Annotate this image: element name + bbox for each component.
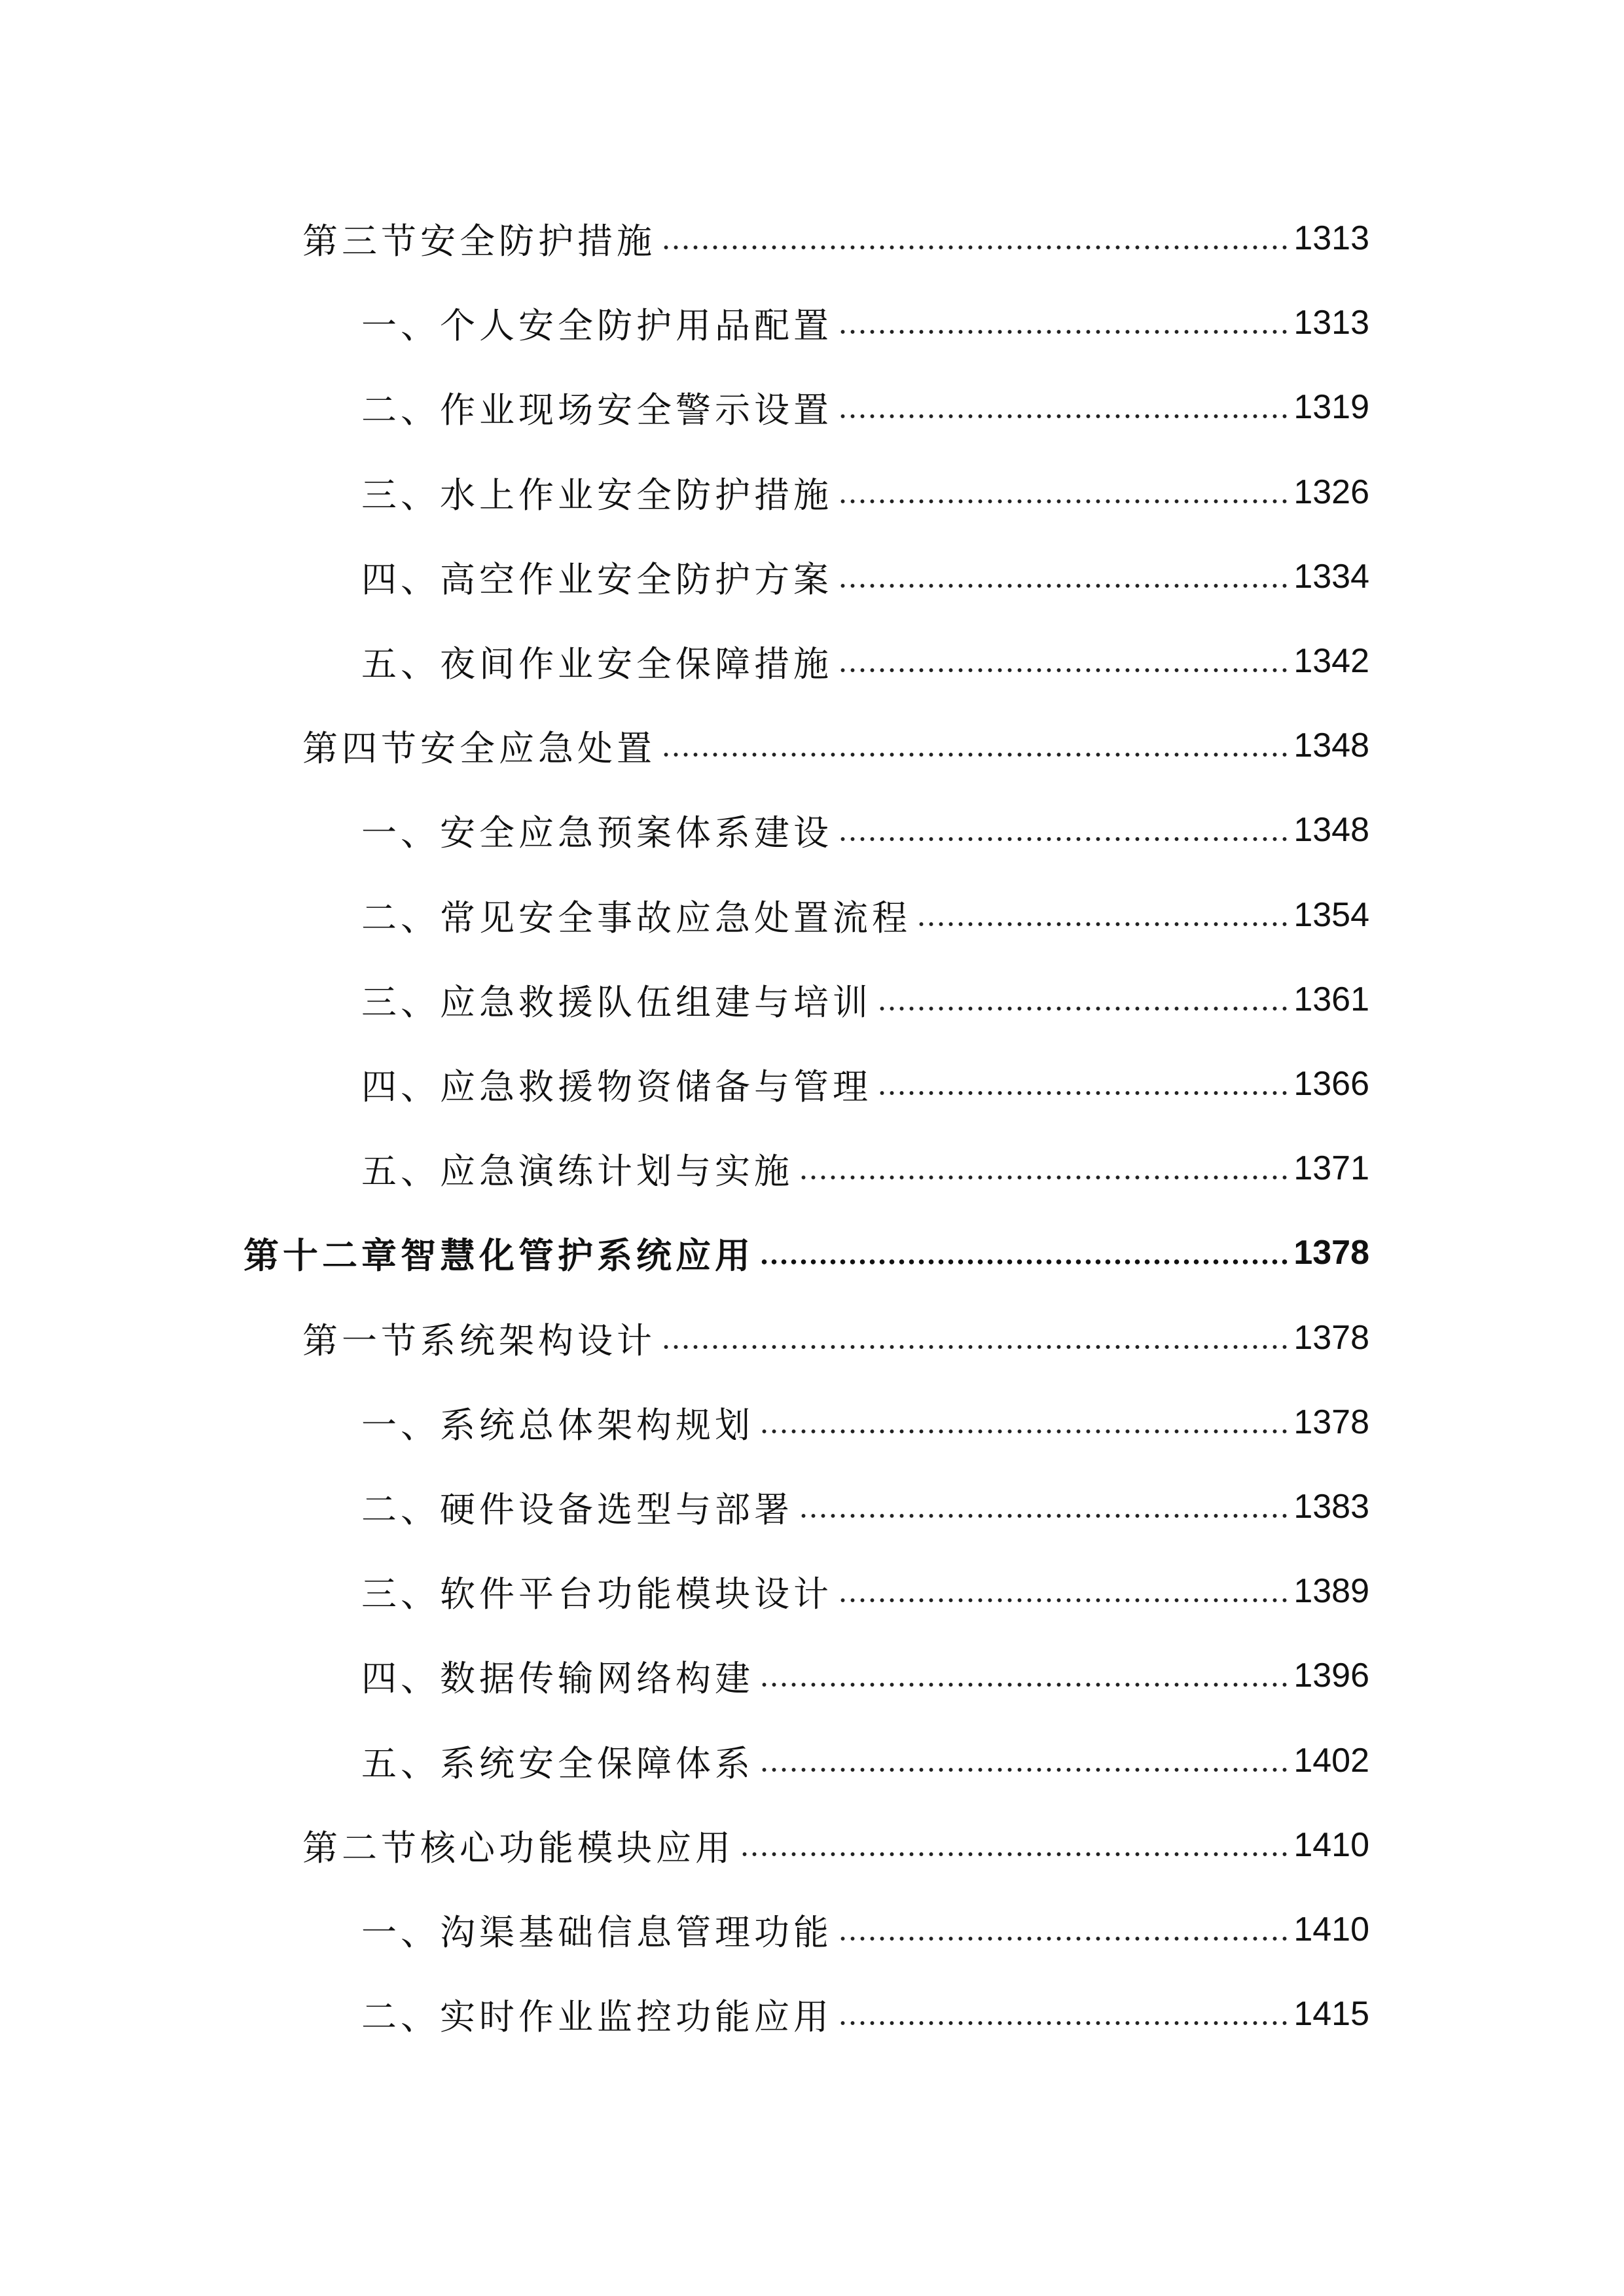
- toc-entry-title: 三、应急救援队伍组建与培训: [361, 981, 872, 1023]
- toc-entry-title: 二、实时作业监控功能应用: [361, 1996, 833, 2037]
- toc-subsection-entry[interactable]: [361, 1139, 1369, 1198]
- toc-subsection-entry[interactable]: [361, 463, 1369, 522]
- toc-page-number: 1389: [1293, 1572, 1369, 1610]
- toc-subsection-entry[interactable]: [361, 547, 1369, 606]
- toc-entry-title: 五、应急演练计划与实施: [361, 1150, 793, 1192]
- toc-entry-title: 二、常见安全事故应急处置流程: [361, 897, 911, 939]
- toc-entry-title: 五、系统安全保障体系: [361, 1742, 754, 1784]
- toc-entry-title: 三、软件平台功能模块设计: [361, 1573, 833, 1615]
- dot-leader: [759, 1765, 1288, 1774]
- toc-page-number: 1366: [1293, 1065, 1369, 1103]
- toc-subsection-entry[interactable]: [361, 1646, 1369, 1705]
- dot-leader: [799, 1511, 1288, 1520]
- dot-leader: [838, 834, 1288, 844]
- toc-entry-title: 三、水上作业安全防护措施: [361, 474, 833, 516]
- toc-subsection-entry[interactable]: [361, 1477, 1369, 1536]
- toc-subsection-entry[interactable]: [361, 1393, 1369, 1452]
- toc-page-number: 1313: [1293, 219, 1369, 257]
- toc-entry-title: 二、硬件设备选型与部署: [361, 1488, 793, 1530]
- toc-page-number: 1378: [1293, 1403, 1369, 1441]
- toc-entry-title: 第一节系统架构设计: [302, 1319, 656, 1361]
- toc-subsection-entry[interactable]: [361, 293, 1369, 352]
- toc-page-number: 1378: [1293, 1319, 1369, 1357]
- toc-page-number: 1342: [1293, 642, 1369, 680]
- toc-subsection-entry[interactable]: [361, 800, 1369, 859]
- toc-subsection-entry[interactable]: [361, 886, 1369, 944]
- toc-entry-title: 一、沟渠基础信息管理功能: [361, 1911, 833, 1953]
- toc-entry-title: 一、安全应急预案体系建设: [361, 812, 833, 853]
- toc-page-number: 1313: [1293, 304, 1369, 342]
- toc-chapter-entry[interactable]: [244, 1223, 1369, 1282]
- toc-page-number: 1326: [1293, 473, 1369, 511]
- dot-leader: [838, 327, 1288, 336]
- dot-leader: [759, 1427, 1288, 1436]
- toc-page-number: 1348: [1293, 726, 1369, 764]
- toc-section-entry[interactable]: [302, 1308, 1369, 1367]
- dot-leader: [661, 1342, 1288, 1352]
- toc-subsection-entry[interactable]: [361, 1562, 1369, 1621]
- toc-page-number: 1361: [1293, 980, 1369, 1018]
- toc-page-number: 1396: [1293, 1657, 1369, 1695]
- toc-section-entry[interactable]: [302, 209, 1369, 268]
- toc-entry-title: 四、高空作业安全防护方案: [361, 558, 833, 600]
- toc-subsection-entry[interactable]: [361, 1731, 1369, 1790]
- dot-leader: [838, 497, 1288, 506]
- toc-page-number: 1415: [1293, 1995, 1369, 2033]
- toc-page-number: 1402: [1293, 1742, 1369, 1780]
- dot-leader: [661, 243, 1288, 252]
- toc-entry-title: 五、夜间作业安全保障措施: [361, 643, 833, 685]
- toc-page-number: 1348: [1293, 811, 1369, 849]
- toc-page-number: 1383: [1293, 1488, 1369, 1526]
- toc-page-number: 1371: [1293, 1149, 1369, 1187]
- dot-leader: [838, 1934, 1288, 1943]
- toc-subsection-entry[interactable]: [361, 632, 1369, 691]
- dot-leader: [740, 1850, 1288, 1859]
- toc-entry-title: 一、系统总体架构规划: [361, 1404, 754, 1446]
- toc-page-number: 1354: [1293, 896, 1369, 934]
- dot-leader: [838, 666, 1288, 675]
- dot-leader: [759, 1257, 1288, 1266]
- dot-leader: [838, 1596, 1288, 1605]
- dot-leader: [877, 1004, 1288, 1013]
- toc-subsection-entry[interactable]: [361, 1900, 1369, 1959]
- toc-subsection-entry[interactable]: [361, 1984, 1369, 2043]
- toc-page-number: 1378: [1293, 1234, 1369, 1272]
- toc-entry-title: 二、作业现场安全警示设置: [361, 389, 833, 431]
- dot-leader: [838, 2018, 1288, 2028]
- dot-leader: [916, 920, 1288, 929]
- toc-entry-title: 四、数据传输网络构建: [361, 1657, 754, 1699]
- toc-subsection-entry[interactable]: [361, 378, 1369, 437]
- dot-leader: [838, 581, 1288, 590]
- toc-entry-title: 第二节核心功能模块应用: [302, 1827, 734, 1869]
- toc-entry-title: 四、应急救援物资储备与管理: [361, 1066, 872, 1107]
- toc-entry-title: 第十二章智慧化管护系统应用: [244, 1234, 754, 1276]
- toc-page-number: 1410: [1293, 1826, 1369, 1864]
- dot-leader: [799, 1173, 1288, 1182]
- toc-subsection-entry[interactable]: [361, 970, 1369, 1029]
- toc-section-entry[interactable]: [302, 1816, 1369, 1874]
- toc-page-number: 1410: [1293, 1910, 1369, 1948]
- toc-entry-title: 一、个人安全防护用品配置: [361, 304, 833, 346]
- dot-leader: [877, 1088, 1288, 1098]
- toc-page-number: 1319: [1293, 388, 1369, 426]
- toc-entry-title: 第四节安全应急处置: [302, 727, 656, 769]
- toc-page-number: 1334: [1293, 558, 1369, 596]
- dot-leader: [661, 750, 1288, 759]
- toc-section-entry[interactable]: [302, 716, 1369, 775]
- dot-leader: [838, 412, 1288, 421]
- toc-entry-title: 第三节安全防护措施: [302, 220, 656, 262]
- dot-leader: [759, 1680, 1288, 1689]
- toc-subsection-entry[interactable]: [361, 1054, 1369, 1113]
